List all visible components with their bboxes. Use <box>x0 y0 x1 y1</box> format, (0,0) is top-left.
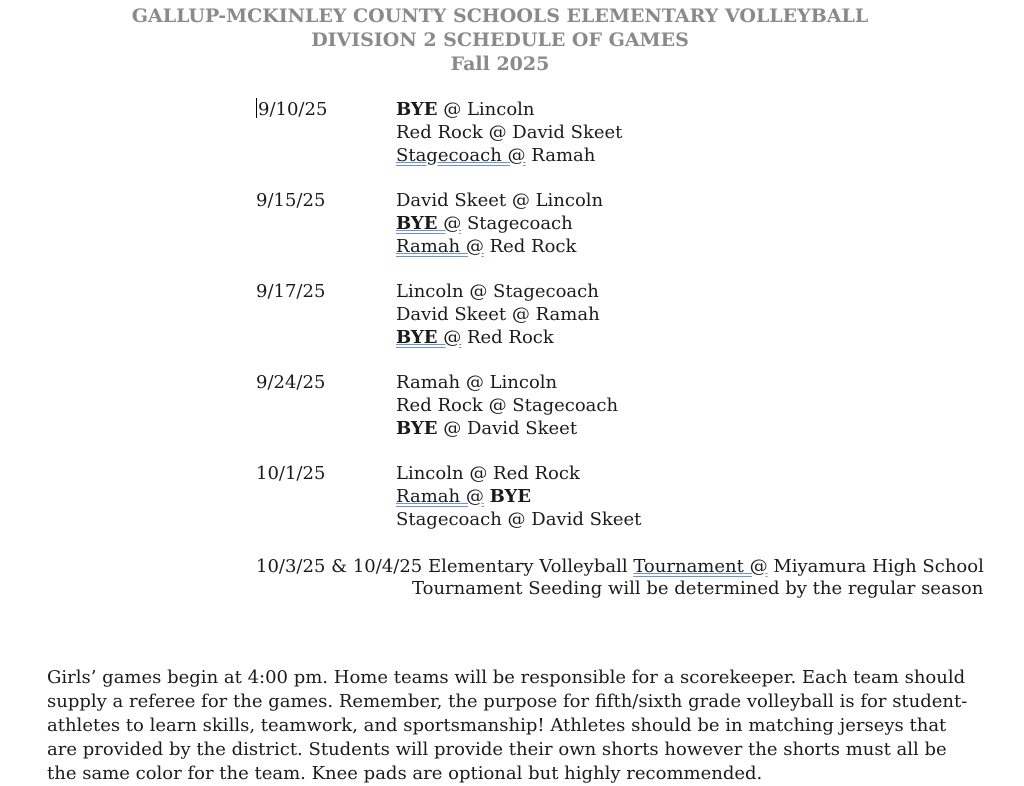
game-row: BYE @ Stagecoach <box>396 213 573 234</box>
game-date: 10/1/25 <box>256 463 326 484</box>
document-header <box>0 4 1000 76</box>
game-row: Stagecoach @ David Skeet <box>396 509 642 530</box>
header-title: GALLUP-MCKINLEY COUNTY SCHOOLS ELEMENTARY VOLLEYBALL <box>131 5 869 27</box>
game-row: Red Rock @ David Skeet <box>396 122 623 143</box>
tournament-label: Elementary Volleyball <box>427 556 628 577</box>
schedule-block <box>256 98 641 167</box>
game-row: Ramah @ BYE <box>396 486 532 507</box>
game-row: Ramah @ Lincoln <box>396 372 558 393</box>
game-date: 9/15/25 <box>256 190 326 211</box>
notes-paragraph: Girls’ games begin at 4:00 pm. Home teams will be responsible for a scorekeeper. Each team should supply a referee for the games. Remember, the purpose for fifth/sixth grade volleyball is for student-athletes to learn skills, teamwork, and sportsmanship! Athletes should be in matching jerseys that are provided by the district. Students will provide their own shorts however the shorts must all be the same color for the team. Knee pads are optional but highly recommended. <box>47 667 968 784</box>
game-row: David Skeet @ Ramah <box>396 304 600 325</box>
game-row: Ramah @ Red Rock <box>396 236 577 257</box>
schedule-block <box>256 189 641 258</box>
header-subtitle: DIVISION 2 SCHEDULE OF GAMES <box>311 29 689 51</box>
game-date: 9/10/25 <box>258 99 328 120</box>
tournament-note: Tournament Seeding will be determined by the regular season <box>412 578 984 599</box>
game-row: Stagecoach @ Ramah <box>396 145 596 166</box>
tournament-event: Tournament <box>633 556 744 577</box>
schedule-block <box>256 462 641 531</box>
schedule-block <box>256 280 641 349</box>
schedule-table <box>256 98 641 553</box>
game-row: Lincoln @ Stagecoach <box>396 281 599 302</box>
game-row: BYE @ Lincoln <box>396 99 535 120</box>
game-row: BYE @ Red Rock <box>396 327 554 348</box>
game-row: David Skeet @ Lincoln <box>396 190 604 211</box>
game-date: 9/24/25 <box>256 372 326 393</box>
tournament-venue: Miyamura High School <box>773 556 984 577</box>
tournament-dates: 10/3/25 & 10/4/25 <box>256 556 423 577</box>
game-row: BYE @ David Skeet <box>396 418 578 439</box>
schedule-block <box>256 371 641 440</box>
text-cursor <box>256 98 257 118</box>
game-date: 9/17/25 <box>256 281 326 302</box>
game-row: Lincoln @ Red Rock <box>396 463 580 484</box>
game-row: Red Rock @ Stagecoach <box>396 395 619 416</box>
tournament-line: 10/3/25 & 10/4/25 Elementary Volleyball Tournament @ Miyamura High School <box>256 556 984 577</box>
header-season: Fall 2025 <box>450 53 550 75</box>
